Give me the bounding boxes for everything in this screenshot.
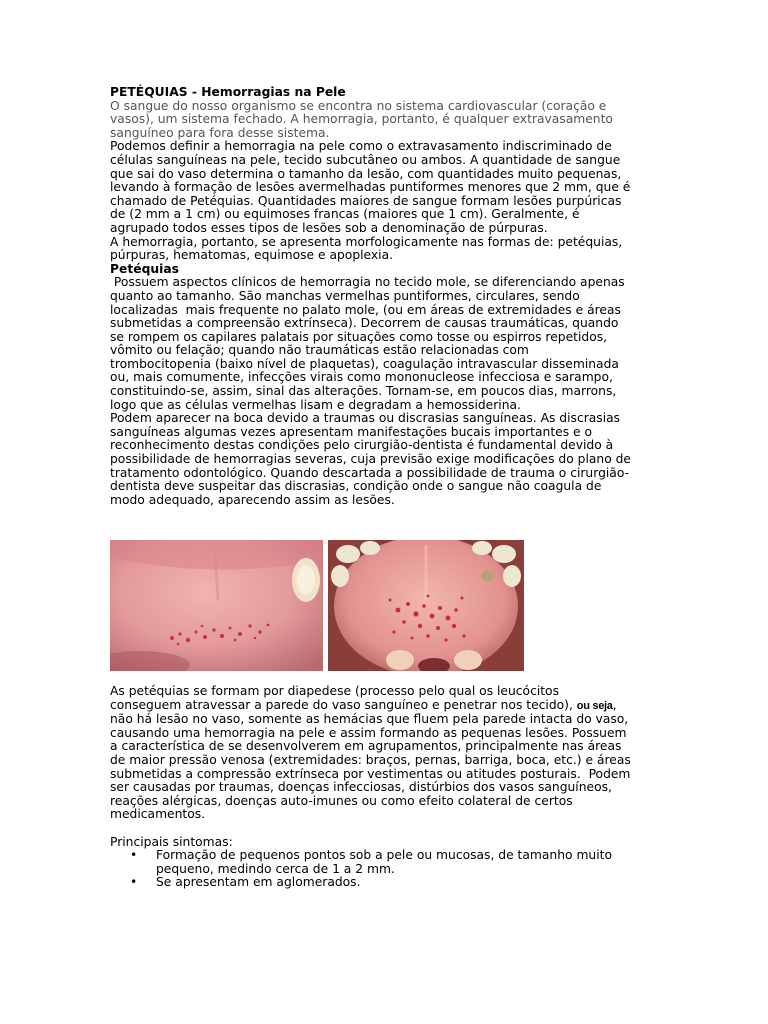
text-line: células sanguíneas na pele, tecido subcutâneo ou ambos. A quantidade de sangue (110, 152, 621, 167)
text-segment: conseguem atravessar a parede do vaso sanguíneo e penetrar nos tecido), (110, 697, 573, 712)
symptoms-heading: Principais sintomas: (110, 834, 233, 849)
text-line: não há lesão no vaso, somente as hemácias que fluem pela parede intacta do vaso, (110, 712, 629, 727)
text-line: ou, mais comumente, infecções virais como mononucleose infecciosa e sarampo, (110, 370, 613, 385)
palate-petechiae-photo-2 (328, 540, 524, 671)
text-line: vasos), um sistema fechado. A hemorragia, portanto, é qualquer extravasamento (110, 112, 613, 127)
text-line: vômito ou felação; quando não traumáticas estão relacionadas com (110, 343, 529, 358)
paragraph-forms (110, 236, 658, 263)
text-line: reações alérgicas, doenças auto-imunes ou como efeito colateral de certos (110, 793, 573, 808)
document-title: PETÉQUIAS - Hemorragias na Pele (110, 85, 346, 99)
paragraph-diapedesis (110, 685, 658, 822)
text-line: A hemorragia, portanto, se apresenta morfologicamente nas formas de: petéquias, (110, 234, 623, 249)
emphasis-text: ou seja (576, 699, 613, 712)
text-line: levando à formação de lesões avermelhadas puntiformes menores que 2 mm, que é (110, 180, 631, 195)
paragraph-clinical-aspects (110, 276, 658, 412)
document-body-top (110, 86, 658, 507)
text-line: reconhecimento destas condições pelo cirurgião-dentista é fundamental devido à (110, 438, 614, 453)
text-line: Podem aparecer na boca devido a traumas ou discrasias sanguíneas. As discrasias (110, 411, 621, 426)
text-line: As petéquias se formam por diapedese (processo pelo qual os leucócitos (110, 684, 559, 698)
symptoms-list (110, 849, 658, 890)
text-line: Possuem aspectos clínicos de hemorragia no tecido mole, se diferenciando apenas (110, 275, 625, 290)
text-line: de maior pressão venosa (extremidades: braços, pernas, barriga, boca, etc.) e áreas (110, 752, 631, 767)
text-line: agrupado todos esses tipos de lesões sob a denominação de púrpuras. (110, 220, 548, 235)
text-line: submetidas a compressão extrínseca por vestimentas ou atitudes posturais. Podem (110, 766, 631, 781)
list-item (110, 849, 658, 876)
text-line: de (2 mm a 1 cm) ou equimoses francas (maiores que 1 cm). Geralmente, é (110, 207, 580, 222)
text-line: tratamento odontológico. Quando descartada a possibilidade de trauma o cirurgião- (110, 465, 630, 480)
text-line: modo adequado, aparecendo assim as lesões. (110, 492, 395, 507)
section-heading-petequias: Petéquias (110, 261, 179, 276)
text-line: Se apresentam em aglomerados. (156, 875, 361, 890)
text-line: púrpuras, hematomas, equimose e apoplexia. (110, 248, 394, 263)
text-line: trombocitopenia (baixo nível de plaquetas), coagulação intravascular disseminada (110, 356, 619, 371)
list-item (110, 876, 658, 890)
text-line: submetidas a compreensão extrínseca). Decorrem de causas traumáticas, quando (110, 316, 619, 331)
text-line: quanto ao tamanho. São manchas vermelhas puntiformes, circulares, sendo (110, 288, 580, 303)
text-line: Formação de pequenos pontos sob a pele ou mucosas, de tamanho muito (156, 848, 612, 863)
text-line: causando uma hemorragia na pele e assim formando as pequenas lesões. Possuem (110, 725, 627, 740)
text-line: medicamentos. (110, 807, 206, 822)
text-line: pequeno, medindo cerca de 1 a 2 mm. (156, 861, 395, 876)
text-line: sanguíneo para fora desse sistema. (110, 125, 330, 140)
paragraph-definition (110, 140, 658, 235)
text-line: ser causadas por traumas, doenças infecciosas, distúrbios dos vasos sanguíneos, (110, 780, 612, 795)
text-line: localizadas mais frequente no palato mole, (ou em áreas de extremidades e áreas (110, 302, 621, 317)
text-line (110, 699, 658, 714)
text-line: Podemos definir a hemorragia na pele como o extravasamento indiscriminado de (110, 139, 612, 154)
paragraph-oral-causes (110, 412, 658, 507)
text-line: se rompem os capilares palatais por situações como tosse ou espirros repetidos, (110, 329, 608, 344)
text-line: sanguíneas algumas vezes apresentam manifestações bucais importantes e o (110, 424, 593, 439)
palate-petechiae-photo-1 (110, 540, 323, 671)
document-body-bottom (110, 685, 658, 890)
text-line: constituindo-se, assim, sinal das alterações. Tornam-se, em poucos dias, marrons, (110, 384, 617, 399)
text-line: logo que as células vermelhas lisam e degradam a hemossiderina. (110, 397, 521, 412)
blank-line (110, 822, 658, 836)
bullet-icon: • (130, 875, 138, 890)
text-line: a característica de se desenvolverem em agrupamentos, principalmente nas áreas (110, 739, 622, 754)
intro-paragraph (110, 100, 658, 141)
text-line: O sangue do nosso organismo se encontra no sistema cardiovascular (coração e (110, 98, 607, 113)
text-line: dentista deve suspeitar das discrasias, condição onde o sangue não coagula de (110, 479, 602, 494)
text-segment: , (612, 697, 617, 712)
text-line: chamado de Petéquias. Quantidades maiores de sangue formam lesões purpúricas (110, 193, 622, 208)
text-line: possibilidade de hemorragias severas, cuja previsão exige modificações do plano de (110, 452, 631, 467)
bullet-icon: • (130, 848, 138, 863)
text-line: que sai do vaso determina o tamanho da lesão, com quantidades muito pequenas, (110, 166, 622, 181)
